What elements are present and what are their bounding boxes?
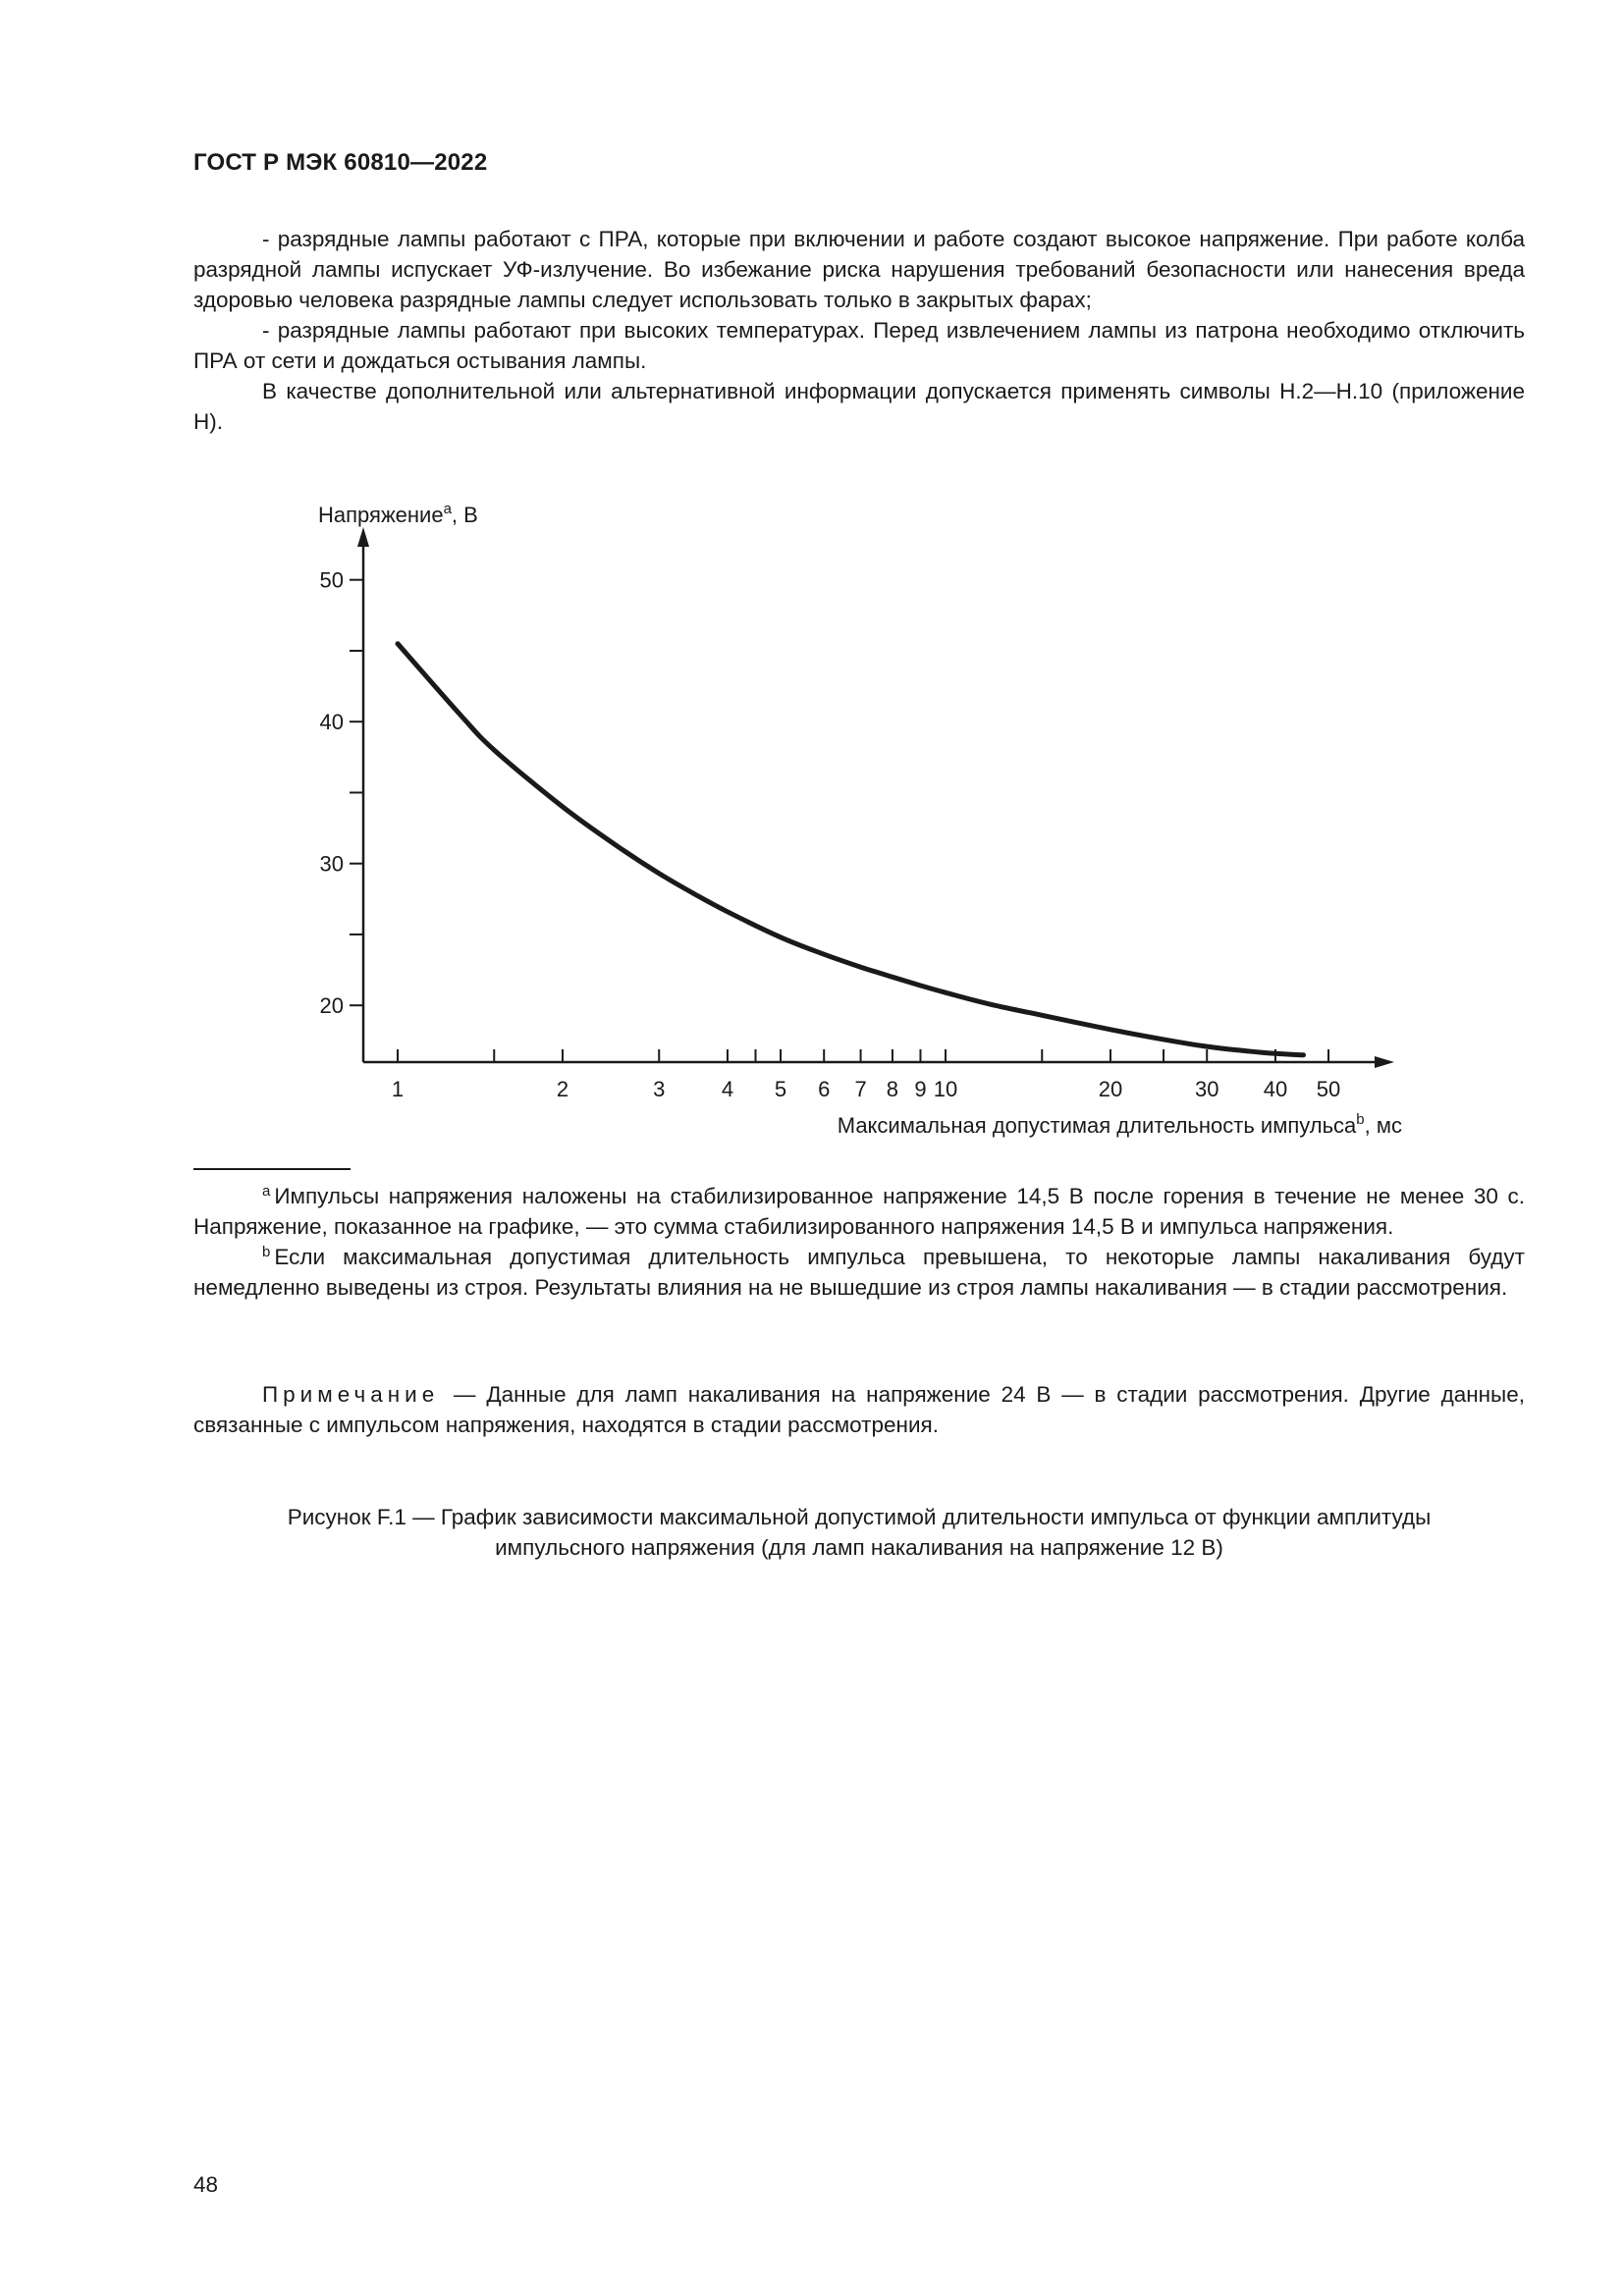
footnote-a — [193, 1181, 1525, 1242]
x-tick-label: 7 — [854, 1077, 867, 1101]
x-tick-label: 8 — [886, 1077, 899, 1101]
paragraph: - разрядные лампы работают при высоких температурах. Перед извлечением лампы из патрона необходимо отключить ПРА от сети и дождаться остывания лампы. — [193, 318, 1525, 373]
page-number: 48 — [193, 2172, 219, 2197]
footnotes — [193, 1181, 1525, 1303]
footnote-b — [193, 1242, 1525, 1303]
x-tick-label: 20 — [1098, 1077, 1123, 1101]
footnote-text: Если максимальная допустимая длительность импульса превышена, то некоторые лампы накаливания будут немедленно выведены из строя. Результаты влияния на не вышедшие из строя лампы накаливания — в стадии рассмотрения. — [193, 1245, 1525, 1300]
x-tick-label: 4 — [721, 1077, 734, 1101]
series-line — [398, 644, 1304, 1055]
y-tick-label: 50 — [319, 567, 344, 593]
x-tick-label: 2 — [556, 1077, 569, 1101]
x-axis-label: Максимальная допустимая длительность импульса$^b$, мс — [837, 1111, 1402, 1138]
footnote-mark: a — [262, 1183, 271, 1200]
footnote-mark: b — [262, 1244, 271, 1260]
pulse-voltage-chart — [285, 486, 1424, 1153]
caption-line: Рисунок F.1 — График зависимости максимальной допустимой длительности импульса от функции амплитуды — [287, 1505, 1432, 1529]
y-axis-label: Напряжение$^a$, В — [318, 501, 478, 527]
paragraph: В качестве дополнительной или альтернативной информации допускается применять символы Н.2—Н.10 (приложение Н). — [193, 379, 1525, 434]
x-tick-label: 10 — [933, 1077, 958, 1101]
x-tick-label: 40 — [1263, 1077, 1288, 1101]
y-axis-arrow — [357, 527, 369, 547]
x-tick-label: 9 — [914, 1077, 927, 1101]
y-tick-label: 20 — [319, 993, 344, 1019]
document-header: ГОСТ Р МЭК 60810—2022 — [193, 149, 488, 176]
paragraph: - разрядные лампы работают с ПРА, которые при включении и работе создают высокое напряжение. При работе колба разрядной лампы испускает УФ-излучение. Во избежание риска нарушения требований безопасности или нанесения вреда здоровью человека разрядные лампы следует использовать только в закрытых фарах; — [193, 227, 1525, 312]
note — [193, 1379, 1525, 1440]
x-tick-label: 6 — [818, 1077, 831, 1101]
x-tick-label: 1 — [391, 1077, 405, 1101]
figure-caption — [193, 1502, 1525, 1563]
note-label: Примечание — [262, 1382, 440, 1407]
x-tick-label: 30 — [1194, 1077, 1219, 1101]
chart-svg — [285, 486, 1424, 1153]
x-tick-label: 5 — [774, 1077, 787, 1101]
caption-line: импульсного напряжения (для ламп накаливания на напряжение 12 В) — [495, 1535, 1223, 1560]
note-text: — Данные для ламп накаливания на напряжение 24 В — в стадии рассмотрения. Другие данные, связанные с импульсом напряжения, находятся в стадии рассмотрения. — [193, 1382, 1525, 1437]
footnote-separator — [193, 1168, 351, 1170]
x-axis-arrow — [1375, 1056, 1394, 1068]
body-text — [193, 224, 1525, 437]
footnote-text: Импульсы напряжения наложены на стабилизированное напряжение 14,5 В после горения в течение не менее 30 с. Напряжение, показанное на графике, — это сумма стабилизированного напряжения 14,5 В и импульса напряжения. — [193, 1184, 1525, 1239]
x-tick-label: 3 — [653, 1077, 666, 1101]
x-tick-label: 50 — [1316, 1077, 1341, 1101]
y-tick-label: 40 — [319, 710, 344, 735]
y-tick-label: 30 — [319, 851, 344, 877]
